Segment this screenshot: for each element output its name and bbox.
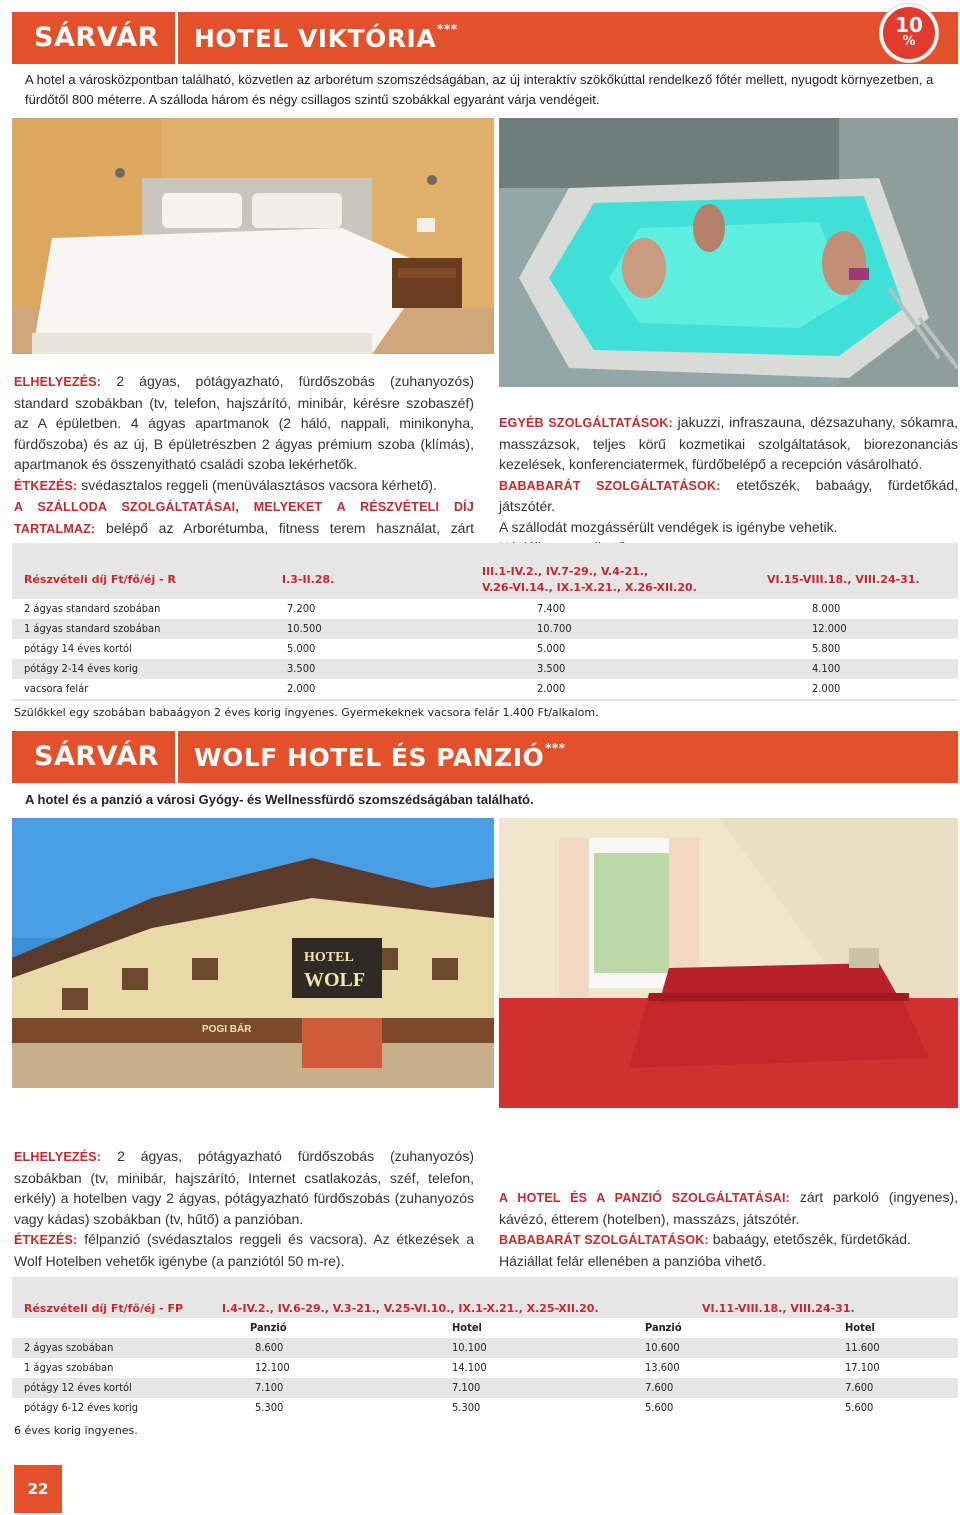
discount-badge	[880, 4, 938, 62]
disabled-access-text: A szállodát mozgássérült vendégek is igénybe vehetik.	[499, 518, 838, 535]
accommodation-text: 2 ágyas, pótágyazható, fürdőszobás (zuhanyozós) standard szobákban (tv, telefon, hajszárító, minibár, kérésre szobaszéf) az A épületben. 4 ágyas apartmanok (2 háló, nappali, minikonyha, fürdőszoba) és az új, B épületrészben 2 ágyas prémium szoba (klímás), apartmanok és összenyitható családi szoba lekérhetők.	[14, 373, 474, 472]
accommodation-text: 2 ágyas, pótágyazható fürdőszobás (zuhanyozós) szobákban (tv, minibár, hajszárító, Internet csatlakozás, széf, telefon, erkély) a hotelben vagy 2 ágyas, pótágyazható fürdőszobás (zuhanyozós vagy kádas) szobákban (tv, hűtő) a panzióban.	[14, 1148, 474, 1227]
discount-symbol: %	[902, 34, 916, 49]
meals-label: ÉTKEZÉS:	[14, 478, 78, 493]
wolf-room-photo	[499, 818, 958, 1108]
wolf-left-text	[14, 1146, 474, 1271]
page-number: 22	[14, 1465, 62, 1513]
meals-text: svédasztalos reggeli (menüválasztásos vacsora kérhető).	[77, 476, 437, 493]
wolf-price-note: 6 éves korig ingyenes.	[14, 1424, 138, 1437]
price-header-label: Részvételi díj Ft/fő/éj - FP	[24, 1302, 184, 1315]
title-separator	[175, 12, 178, 64]
viktoria-price-note: Szülőkkel egy szobában babaágyon 2 éves korig ingyenes. Gyermekeknek vacsora felár 1.400 Ft/alkalom.	[14, 706, 599, 719]
price-header-label: Részvételi díj Ft/fő/éj - R	[24, 573, 176, 586]
other-services-text: jakuzzi, infraszauna, dézsazuhany, sókamra, masszázsok, teljes körű kozmetikai szolgáltatások, biorezonanciás kezelések, konferenciatermek, fürdőbelépő a recepción vásárolható.	[499, 414, 958, 472]
viktoria-price-table	[12, 543, 958, 701]
building-sign-bar: POGI BÁR	[202, 1024, 252, 1035]
hotel-viktoria-title-bar	[12, 12, 958, 64]
wolf-intro: A hotel és a panzió a városi Gyógy- és Wellnessfürdő szomszédságában található.	[25, 792, 534, 807]
baby-services-text: babaágy, etetőszék, fürdetőkád.	[708, 1231, 911, 1247]
bedroom-photo	[12, 118, 494, 354]
price-header-period-2a: III.1-IV.2., IV.7-29., V.4-21.,	[482, 565, 649, 578]
other-services-label: EGYÉB SZOLGÁLTATÁSOK:	[499, 416, 673, 430]
price-table-header	[12, 1277, 958, 1317]
table-row: 2 ágyas szobában 8.600 10.100 10.600 11.600	[24, 1341, 880, 1354]
price-table-header	[12, 561, 958, 601]
wolf-hotel-title-bar	[12, 731, 958, 783]
viktoria-left-text	[14, 371, 474, 560]
price-header-period-2b: V.26-VI.14., IX.1-X.21., X.26-XII.20.	[482, 581, 697, 594]
table-row: 1 ágyas szobában 12.100 14.100 13.600 17.100	[12, 1358, 958, 1378]
pets-text: Háziállat felár ellenében a panzióba vihető.	[499, 1252, 766, 1269]
table-row: vacsora felár 2.000 2.000 2.000	[12, 679, 958, 699]
discount-number: 10	[895, 13, 923, 37]
hotel-intro: A hotel a városközpontban található, közvetlen az arborétum szomszédságában, az új interaktív szökőkúttal rendelkező főtér mellett, nyugodt környezetben, a fürdőtől 800 méterre. A szálloda három és négy csillagos szintű szobákkal egyaránt várja vendégeit.	[25, 72, 934, 107]
city-title: SÁRVÁR	[34, 22, 159, 53]
table-row: 1 ágyas standard szobában 10.500 10.700 12.000	[24, 622, 847, 635]
hotel-title: WOLF HOTEL ÉS PANZIÓ***	[194, 741, 566, 772]
table-row: pótágy 14 éves kortól 5.000 5.000 5.800	[12, 639, 958, 659]
price-header-period-1: I.4-IV.2., IV.6-29., V.3-21., V.25-VI.10., IX.1-X.21., X.25-XII.20.	[222, 1302, 599, 1315]
baby-services-label: BABABARÁT SZOLGÁLTATÁSOK:	[499, 478, 721, 493]
meals-text: félpanzió (svédasztalos reggeli és vacsora). Az étkezések a Wolf Hotelben vehetők igénybe (a panziótól 50 m-re).	[14, 1231, 474, 1269]
included-services-text: belépő az Arborétumba, fitness terem használat, zárt	[105, 519, 474, 536]
table-row: pótágy 2-14 éves korig 3.500 3.500 4.100	[24, 662, 841, 675]
city-title: SÁRVÁR	[34, 741, 159, 772]
hotel-stars: ***	[545, 741, 566, 755]
price-header-period-2: VI.11-VIII.18., VIII.24-31.	[702, 1302, 855, 1315]
services-text: zárt parkoló (ingyenes), kávézó, étterem (hotelben), masszázs, játszótér.	[499, 1189, 958, 1227]
baby-services-text: etetőszék, babaágy, fürdetőkád, játszótér.	[499, 476, 958, 514]
building-sign-wolf: WOLF	[304, 969, 366, 991]
table-row: pótágy 6-12 éves korig 5.300 5.300 5.600 5.600	[12, 1398, 958, 1418]
hotel-title: HOTEL VIKTÓRIA***	[194, 22, 458, 53]
title-separator	[175, 731, 178, 783]
accommodation-label: ELHELYEZÉS:	[14, 375, 102, 389]
services-label: A HOTEL ÉS A PANZIÓ SZOLGÁLTATÁSAI:	[499, 1191, 791, 1205]
baby-services-label: BABABARÁT SZOLGÁLTATÁSOK:	[499, 1233, 709, 1247]
price-header-period-3: VI.15-VIII.18., VIII.24-31.	[767, 573, 920, 586]
price-header-period-1: I.3-II.28.	[282, 573, 335, 586]
accommodation-label: ELHELYEZÉS:	[14, 1150, 102, 1164]
table-row: 2 ágyas standard szobában 7.200 7.400 8.000	[12, 599, 958, 619]
building-sign-hotel: HOTEL	[304, 950, 354, 965]
viktoria-right-text	[499, 412, 958, 558]
jacuzzi-photo	[499, 118, 958, 387]
wolf-building-photo	[12, 818, 494, 1088]
meals-label: ÉTKEZÉS:	[14, 1233, 78, 1247]
hotel-stars: ***	[437, 22, 458, 36]
price-subheader-row: Panzió Hotel Panzió Hotel	[12, 1318, 958, 1338]
wolf-price-table	[12, 1277, 958, 1418]
wolf-right-text	[499, 1187, 958, 1271]
table-row: pótágy 12 éves kortól 7.100 7.100 7.600 7.600	[24, 1381, 874, 1394]
included-services-label: A SZÁLLODA SZOLGÁLTATÁSAI, MELYEKET A RÉSZVÉTELI DÍJ TARTALMAZ:	[14, 500, 474, 536]
